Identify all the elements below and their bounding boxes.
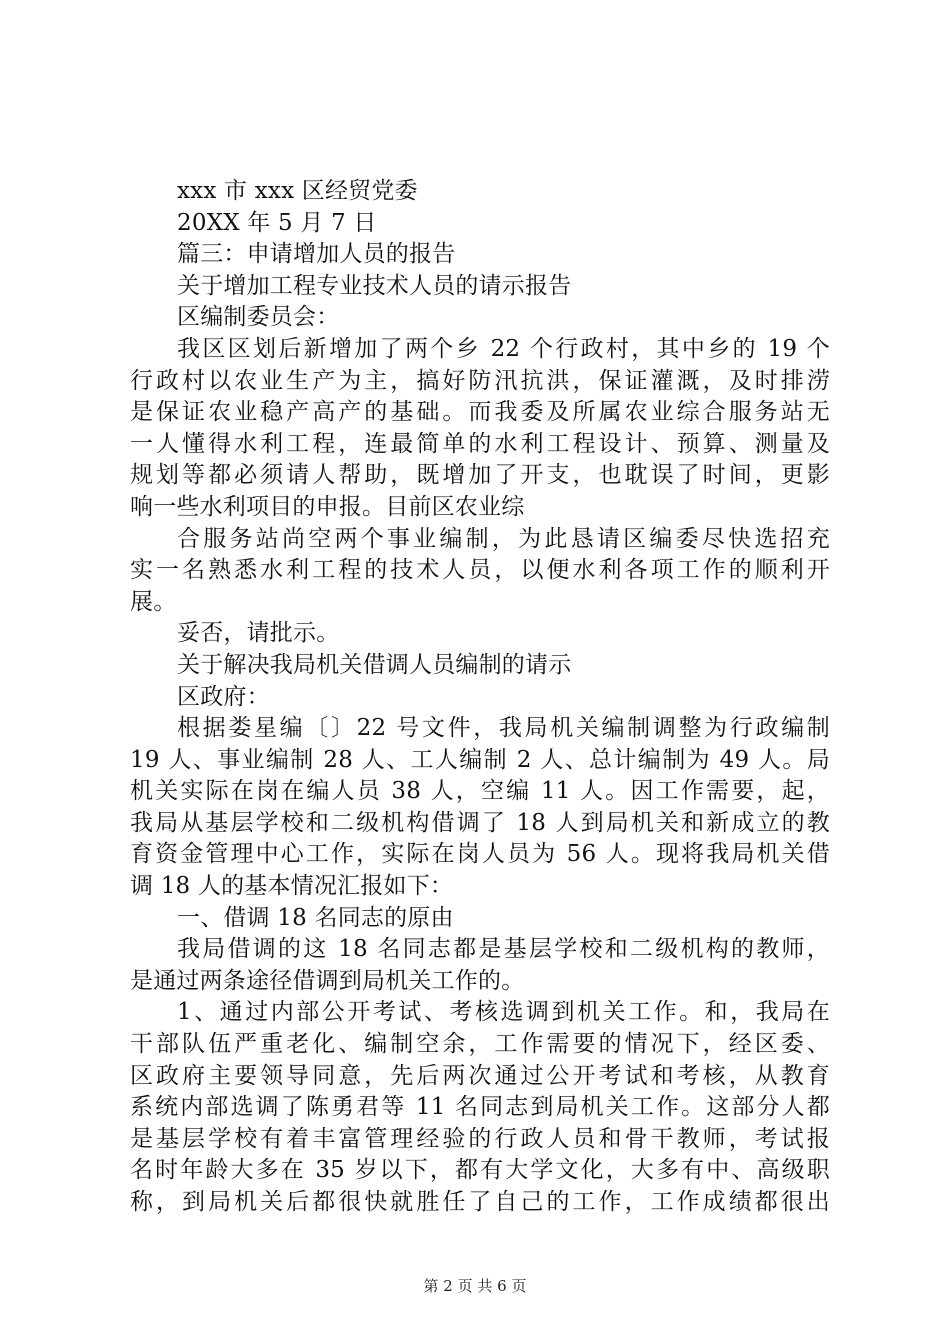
text-line: 展。 [130, 588, 177, 615]
text-line: 称，到局机关后都很快就胜任了自己的工作，工作成绩都很出 [130, 1189, 830, 1215]
text-line: 19 人、事业编制 28 人、工人编制 2 人、总计编制为 49 人。局 [130, 746, 830, 773]
text-line: 我区区划后新增加了两个乡 22 个行政村，其中乡的 19 个 [177, 335, 830, 362]
text-line: 我局从基层学校和二级机构借调了 18 人到局机关和新成立的教 [130, 809, 830, 836]
text-line: 干部队伍严重老化、编制空余，工作需要的情况下，经区委、 [130, 1031, 830, 1058]
text-line: 育资金管理中心工作，实际在岗人员为 56 人。现将我局机关借 [130, 841, 830, 868]
text-line: 一人懂得水利工程，连最简单的水利工程设计、预算、测量及 [130, 430, 830, 457]
text-line: 是保证农业稳产高产的基础。而我委及所属农业综合服务站无 [130, 399, 830, 426]
text-line: 区政府： [177, 683, 270, 710]
text-line: 名时年龄大多在 35 岁以下，都有大学文化，大多有中、高级职 [130, 1157, 830, 1184]
text-line: 区编制委员会： [177, 304, 340, 331]
text-line: 响一些水利项目的申报。目前区农业综 [130, 493, 525, 520]
text-line: 调 18 人的基本情况汇报如下： [130, 873, 454, 900]
text-line: 机关实际在岗在编人员 38 人，空编 11 人。因工作需要，起， [130, 778, 830, 805]
text-line: 实一名熟悉水利工程的技术人员，以便水利各项工作的顺利开 [130, 557, 830, 584]
text-line: 行政村以农业生产为主，搞好防汛抗洪，保证灌溉，及时排涝 [130, 367, 830, 394]
text-line: 关于增加工程专业技术人员的请示报告 [177, 272, 572, 299]
text-line: 是通过两条途径借调到局机关工作的。 [130, 967, 525, 994]
text-line: 20XX 年 5 月 7 日 [177, 209, 377, 236]
text-line: 是基层学校有着丰富管理经验的行政人员和骨干教师，考试报 [130, 1125, 830, 1152]
text-line: 1、通过内部公开考试、考核选调到机关工作。和，我局在 [177, 999, 830, 1026]
text-line: 关于解决我局机关借调人员编制的请示 [177, 651, 572, 678]
text-line: 根据娄星编〔〕22 号文件，我局机关编制调整为行政编制 [177, 715, 830, 742]
text-line: 区政府主要领导同意，先后两次通过公开考试和考核，从教育 [130, 1062, 830, 1089]
text-line: 妥否，请批示。 [177, 620, 340, 647]
text-line: 规划等都必须请人帮助，既增加了开支，也耽误了时间，更影 [130, 462, 830, 489]
text-line: 我局借调的这 18 名同志都是基层学校和二级机构的教师， [177, 936, 830, 963]
text-line: 篇三：申请增加人员的报告 [177, 241, 456, 268]
text-line: 合服务站尚空两个事业编制，为此恳请区编委尽快选招充 [177, 525, 830, 552]
text-line: xxx 市 xxx 区经贸党委 [177, 178, 418, 204]
text-line: 一、借调 18 名同志的原由 [177, 904, 454, 931]
page-footer: 第 2 页 共 6 页 [423, 1277, 527, 1295]
document-body [130, 176, 830, 1219]
text-line: 系统内部选调了陈勇君等 11 名同志到局机关工作。这部分人都 [130, 1094, 830, 1121]
